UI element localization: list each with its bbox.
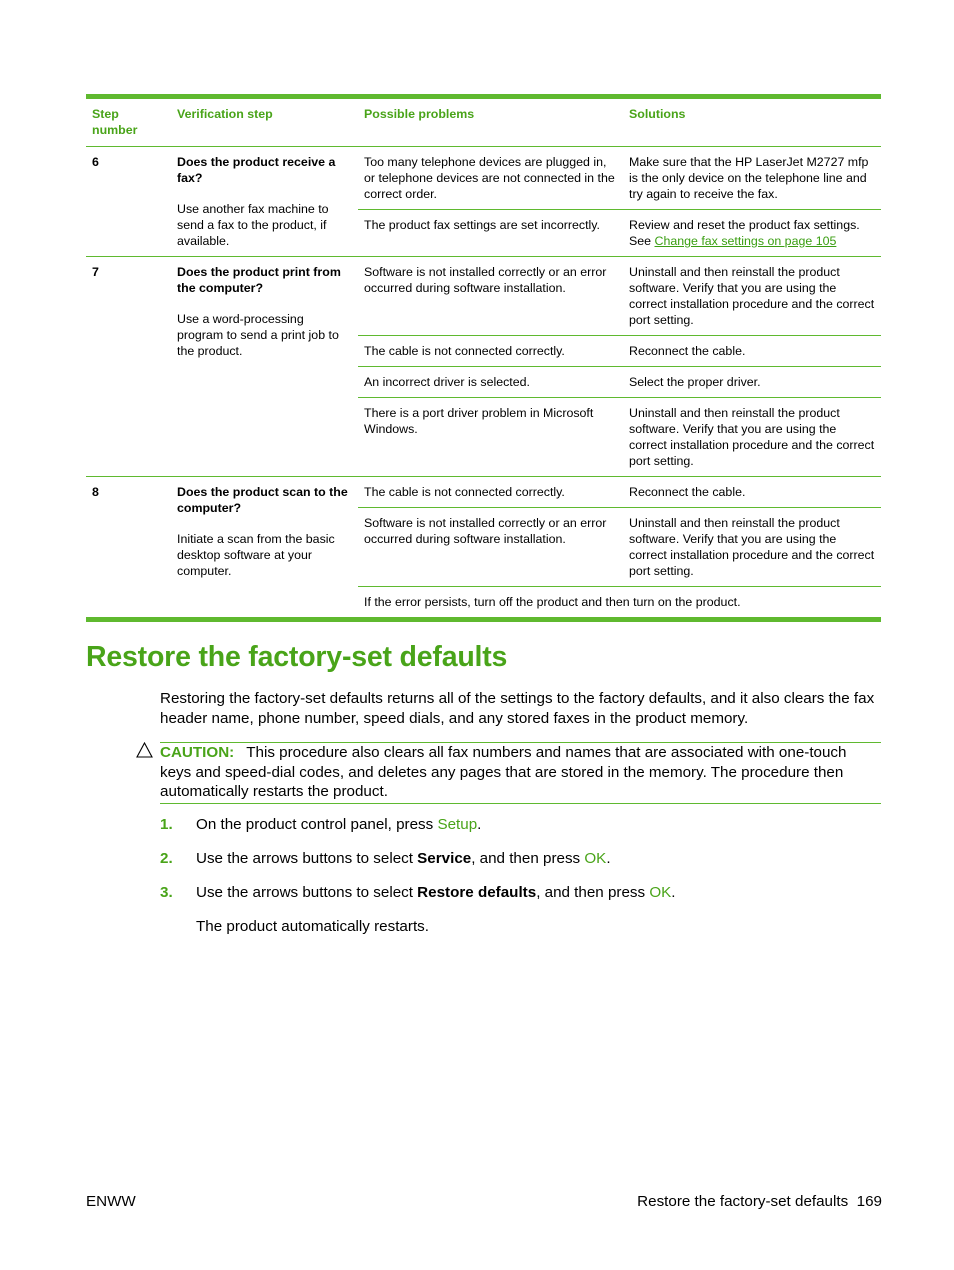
step-text-end: . [606,850,611,867]
verification-detail: Use a word-processing program to send a print job to the product. [177,312,339,358]
table-header-row [86,99,881,147]
problem-cell: Software is not installed correctly or an error occurred during software installation. [358,257,623,336]
list-item [160,883,882,917]
step-number: 7 [86,257,171,477]
verification-question: Does the product receive a fax? [177,155,336,185]
header-verification-step: Verification step [171,99,358,147]
solution-cell: Make sure that the HP LaserJet M2727 mfp is the only device on the telephone line and try again to receive the fax. [623,147,881,210]
verification-cell [171,147,358,257]
step-text-mid: , and then press [471,850,585,867]
header-step-number: Step number [86,99,171,147]
table-row [86,477,881,508]
ok-key: OK [649,884,672,901]
ok-key: OK [584,850,607,867]
step-index: 3. [160,884,173,901]
step-index: 1. [160,816,173,833]
header-possible-problems: Possible problems [358,99,623,147]
menu-option: Restore defaults [417,884,537,901]
verification-cell [171,257,358,477]
caution-note [160,742,881,804]
verification-cell [171,477,358,618]
footer-page-info [637,1193,882,1210]
step-number: 6 [86,147,171,257]
solution-cell: Uninstall and then reinstall the product software. Verify that you are using the correct installation procedure and the correct port setting. [623,508,881,587]
solution-cell: Reconnect the cable. [623,336,881,367]
caution-triangle-icon [136,742,153,758]
caution-text: This procedure also clears all fax numbers and names that are associated with one-touch keys and speed-dial codes, and deletes any pages that are stored in the memory. The procedure then automatically restarts the product. [160,744,847,800]
step-text-end: . [671,884,676,901]
step-text-mid: , and then press [536,884,650,901]
section-title: Restore the factory-set defaults [86,641,508,673]
solution-cell: Reconnect the cable. [623,477,881,508]
solution-cell: Uninstall and then reinstall the product software. Verify that you are using the correct installation procedure and the correct port setting. [623,398,881,477]
procedure-steps [160,815,882,936]
problem-cell: The cable is not connected correctly. [358,477,623,508]
step-text-end: . [477,816,482,833]
footer-enww: ENWW [86,1193,136,1210]
problem-cell: An incorrect driver is selected. [358,367,623,398]
solution-cell [623,210,881,257]
verification-detail: Use another fax machine to send a fax to the product, if available. [177,202,329,248]
problem-cell: There is a port driver problem in Microsoft Windows. [358,398,623,477]
intro-paragraph: Restoring the factory-set defaults returns all of the settings to the factory defaults, and it also clears the fax header name, phone number, speed dials, and any stored faxes in the product memory. [160,690,875,727]
table-row [86,257,881,336]
step-result: The product automatically restarts. [196,918,429,935]
header-solutions: Solutions [623,99,881,147]
page-number: 169 [856,1193,882,1210]
troubleshooting-table [86,94,881,622]
verification-question: Does the product print from the computer? [177,265,341,295]
step-number: 8 [92,485,99,499]
problem-cell: Too many telephone devices are plugged in, or telephone devices are not connected in the correct order. [358,147,623,210]
problem-cell: The cable is not connected correctly. [358,336,623,367]
problem-cell: Software is not installed correctly or an error occurred during software installation. [358,508,623,587]
verification-question: Does the product scan to the computer? [177,485,348,515]
problem-cell: The product fax settings are set incorrectly. [358,210,623,257]
step-index: 2. [160,850,173,867]
solution-text: Review and reset the product fax settings. See [629,218,860,248]
list-item [160,849,882,883]
table-bottom-rule [86,617,881,622]
setup-key: Setup [437,816,478,833]
caution-label: CAUTION: [160,744,235,761]
step-text: Use the arrows buttons to select [196,850,418,867]
change-fax-settings-link[interactable]: Change fax settings on page 105 [654,234,837,248]
step-text: Use the arrows buttons to select [196,884,418,901]
menu-option: Service [417,850,472,867]
solution-cell: Uninstall and then reinstall the product software. Verify that you are using the correct installation procedure and the correct port setting. [623,257,881,336]
footer-section-title: Restore the factory-set defaults [637,1193,849,1210]
solution-cell: Select the proper driver. [623,367,881,398]
verification-detail: Initiate a scan from the basic desktop software at your computer. [177,532,335,578]
final-note: If the error persists, turn off the product and then turn on the product. [364,595,741,609]
step-text: On the product control panel, press [196,816,438,833]
list-item [160,815,882,849]
table-row [86,147,881,210]
